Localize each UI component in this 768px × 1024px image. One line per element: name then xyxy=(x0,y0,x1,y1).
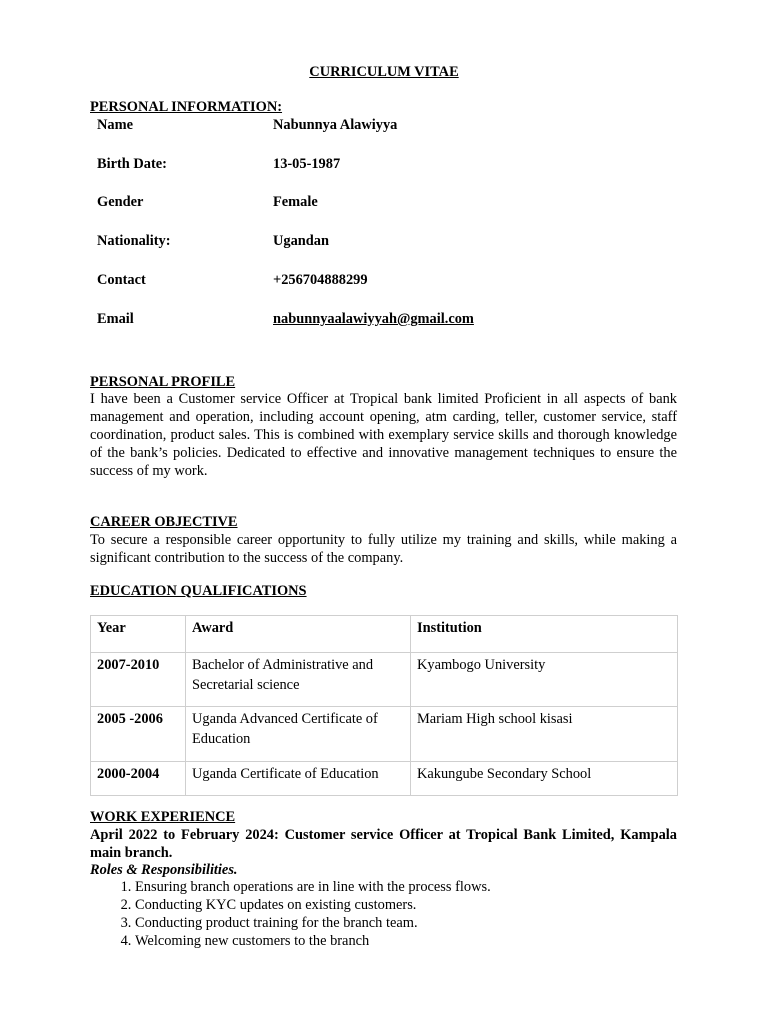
info-value-gender: Female xyxy=(273,194,318,210)
table-header-row xyxy=(91,616,678,653)
info-value-birth-date: 13-05-1987 xyxy=(273,156,341,172)
education-table xyxy=(90,615,678,796)
objective-text: To secure a responsible career opportunity to fully utilize my training and skills, while making a significant contribution to the success of the company. xyxy=(90,532,677,566)
info-label-contact: Contact xyxy=(97,272,146,288)
info-label-name: Name xyxy=(97,117,133,133)
edu-institution: Mariam High school kisasi xyxy=(411,707,678,762)
edu-award: Uganda Advanced Certificate of Education xyxy=(186,707,411,762)
edu-award: Bachelor of Administrative and Secretarial science xyxy=(186,653,411,707)
roles-label: Roles & Responsibilities. xyxy=(90,862,238,878)
info-value-name: Nabunnya Alawiyya xyxy=(273,117,398,133)
info-label-email: Email xyxy=(97,311,134,327)
profile-heading: PERSONAL PROFILE xyxy=(90,374,236,390)
edu-award: Uganda Certificate of Education xyxy=(186,762,411,796)
info-label-nationality: Nationality: xyxy=(97,233,171,249)
list-item: 4. Welcoming new customers to the branch xyxy=(135,932,677,950)
edu-institution: Kakungube Secondary School xyxy=(411,762,678,796)
column-header-award: Award xyxy=(186,616,411,653)
personal-info-heading: PERSONAL INFORMATION: xyxy=(90,99,283,115)
info-value-nationality: Ugandan xyxy=(273,233,329,249)
info-label-birth-date: Birth Date: xyxy=(97,156,167,172)
profile-text: I have been a Customer service Officer at Tropical bank limited Proficient in all aspects of bank management and operation, including account opening, atm carding, teller, customer service, staff coordination, product sales. This is combined with exemplary service skills and thorough knowledge of the bank’s policies. Dedicated to effective and innovative management techniques to ensure the success of my work. xyxy=(90,391,677,479)
column-header-institution: Institution xyxy=(411,616,678,653)
table-row xyxy=(91,653,678,707)
education-heading: EDUCATION QUALIFICATIONS xyxy=(90,583,307,599)
work-heading: WORK EXPERIENCE xyxy=(90,809,236,825)
responsibilities-list xyxy=(90,878,677,950)
list-item: 2. Conducting KYC updates on existing customers. xyxy=(135,896,677,914)
email-link[interactable]: nabunnyaalawiyyah@gmail.com xyxy=(273,311,474,327)
info-value-contact: +256704888299 xyxy=(273,272,368,288)
document-title: CURRICULUM VITAE xyxy=(309,64,459,80)
edu-year: 2000-2004 xyxy=(91,762,186,796)
list-item: 3. Conducting product training for the branch team. xyxy=(135,914,677,932)
edu-year: 2007-2010 xyxy=(91,653,186,707)
edu-year: 2005 -2006 xyxy=(91,707,186,762)
work-position: April 2022 to February 2024: Customer service Officer at Tropical Bank Limited, Kampala main branch. xyxy=(90,827,677,861)
column-header-year: Year xyxy=(91,616,186,653)
objective-heading: CAREER OBJECTIVE xyxy=(90,514,238,530)
info-label-gender: Gender xyxy=(97,194,144,210)
table-row xyxy=(91,762,678,796)
list-item: 1. Ensuring branch operations are in line with the process flows. xyxy=(135,878,677,896)
edu-institution: Kyambogo University xyxy=(411,653,678,707)
table-row xyxy=(91,707,678,762)
